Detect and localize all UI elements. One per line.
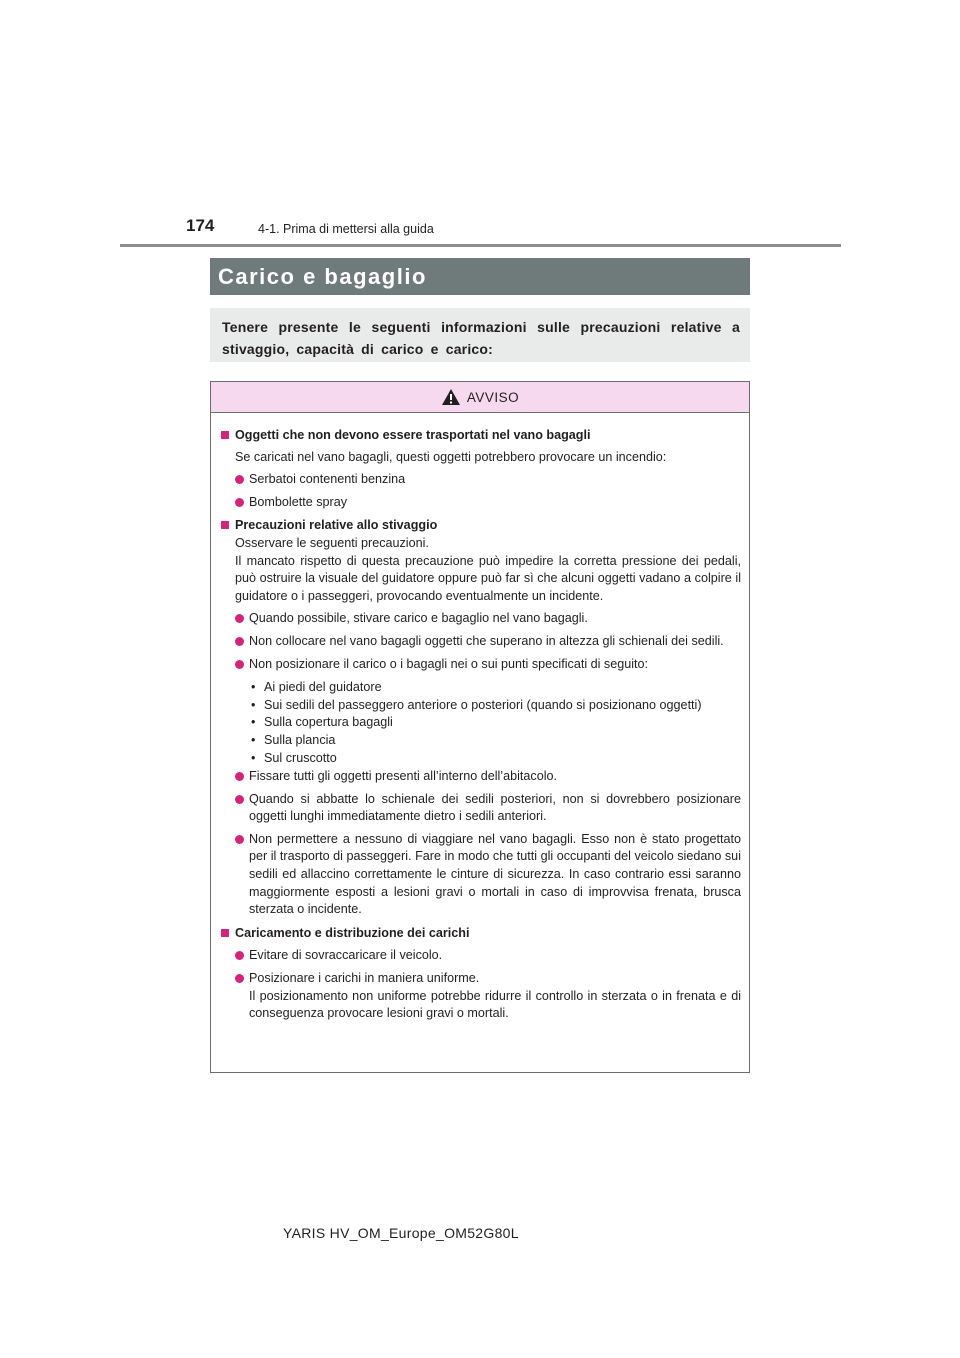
warning-label: AVVISO <box>466 389 520 405</box>
list-item: Quando si abbatte lo schienale dei sedili posteriori, non si dovrebbero posizionare oggetti lunghi immediatamente dietro i sedili anteriori. <box>219 791 741 826</box>
circle-bullet-icon <box>235 772 244 781</box>
sub-list-item: • Sulla plancia <box>251 732 336 747</box>
warning-body <box>211 413 749 1023</box>
warning-section-heading: Precauzioni relative allo stivaggio <box>219 517 741 535</box>
warning-box <box>210 381 750 1073</box>
square-bullet-icon <box>221 521 229 529</box>
section-reference: 4-1. Prima di mettersi alla guida <box>258 222 434 236</box>
paragraph: Il posizionamento non uniforme potrebbe ridurre il controllo in sterzata o in frenata e di conseguenza provocare lesioni gravi o mortali. <box>249 988 741 1021</box>
list-item: Quando possibile, stivare carico e bagaglio nel vano bagagli. <box>219 610 741 628</box>
paragraph: Se caricati nel vano bagagli, questi oggetti potrebbero provocare un incendio: <box>235 449 667 464</box>
sub-list-item: • Sui sedili del passeggero anteriore o posteriori (quando si posizionano oggetti) <box>251 697 702 712</box>
sub-list <box>219 679 741 767</box>
list-item: Bombolette spray <box>219 494 741 512</box>
circle-bullet-icon <box>235 498 244 507</box>
document-footer: YARIS HV_OM_Europe_OM52G80L <box>283 1225 519 1241</box>
list-item: Non posizionare il carico o i bagagli nei o sui punti specificati di seguito: <box>219 656 741 674</box>
paragraph: Osservare le seguenti precauzioni. <box>235 535 429 550</box>
list-item <box>219 970 741 1023</box>
sub-list-item: • Sulla copertura bagagli <box>251 715 393 730</box>
circle-bullet-icon <box>235 614 244 623</box>
list-item: Non permettere a nessuno di viaggiare nel vano bagagli. Esso non è stato progettato per il trasporto di passeggeri. Fare in modo che tutti gli occupanti del veicolo siedano sui sedili ed allaccino correttamente le cinture di sicurezza. In caso contrario essi saranno maggiormente esposti a lesioni gravi o mortali in caso di improvvisa frenata, brusca sterzata o incidente. <box>219 831 741 919</box>
paragraph: Posizionare i carichi in maniera uniforme. <box>249 971 480 986</box>
circle-bullet-icon <box>235 660 244 669</box>
list-item: Non collocare nel vano bagagli oggetti che superano in altezza gli schienali dei sedili. <box>219 633 741 651</box>
square-bullet-icon <box>221 431 229 439</box>
section-title-bar <box>210 258 750 295</box>
warning-section-heading: Oggetti che non devono essere trasportati nel vano bagagli <box>219 427 741 445</box>
warning-section-heading: Caricamento e distribuzione dei carichi <box>219 925 741 943</box>
circle-bullet-icon <box>235 475 244 484</box>
header-divider <box>120 244 841 247</box>
circle-bullet-icon <box>235 795 244 804</box>
circle-bullet-icon <box>235 637 244 646</box>
paragraph: Il mancato rispetto di questa precauzione può impedire la corretta pressione dei pedali, può ostruire la visuale del guidatore oppure può far sì che alcuni oggetti vadano a colpire il guidatore o i passeggeri, provocando eventualmente un incidente. <box>235 553 741 603</box>
intro-text: Tenere presente le seguenti informazioni sulle precauzioni relative a stivaggio, capacità di carico e carico: <box>222 319 740 357</box>
page-number: 174 <box>186 216 215 235</box>
intro-box <box>210 308 750 362</box>
list-item: Evitare di sovraccaricare il veicolo. <box>219 947 741 965</box>
sub-list-item: • Sul cruscotto <box>251 750 337 765</box>
warning-triangle-icon <box>441 388 461 406</box>
circle-bullet-icon <box>235 835 244 844</box>
list-item: Fissare tutti gli oggetti presenti all’interno dell’abitacolo. <box>219 768 741 786</box>
circle-bullet-icon <box>235 974 244 983</box>
list-item: Serbatoi contenenti benzina <box>219 471 741 489</box>
page-title: Carico e bagaglio <box>218 264 427 289</box>
sub-list-item: • Ai piedi del guidatore <box>251 680 382 695</box>
square-bullet-icon <box>221 929 229 937</box>
warning-header <box>211 382 749 413</box>
circle-bullet-icon <box>235 951 244 960</box>
